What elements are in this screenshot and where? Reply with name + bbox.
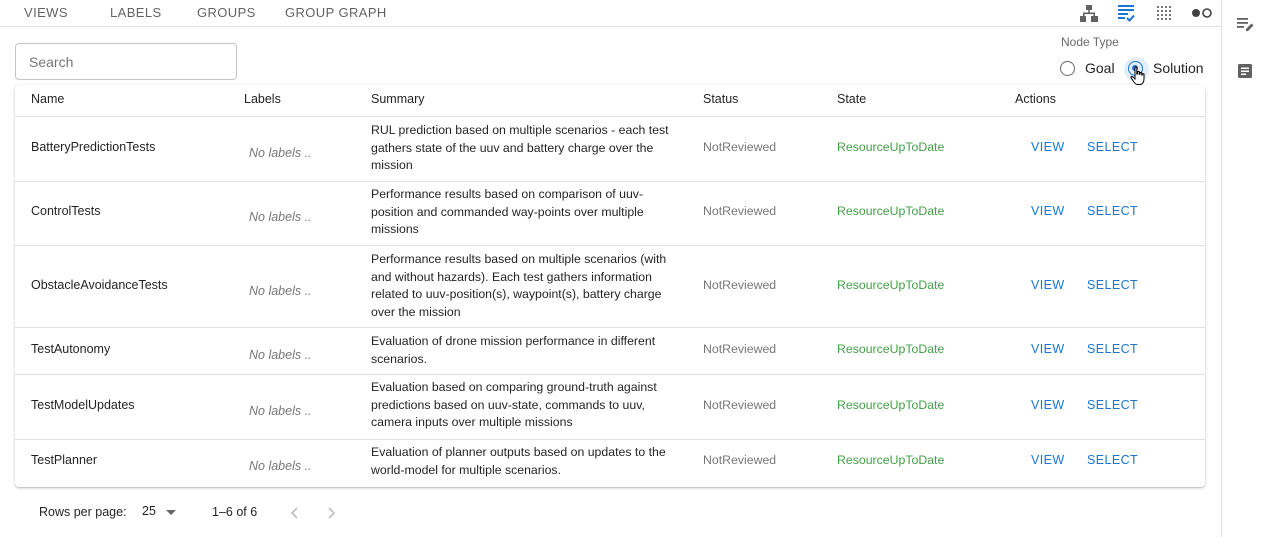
row-name: ObstacleAvoidanceTests [31, 278, 168, 292]
row-name: ControlTests [31, 204, 101, 218]
edit-list-icon[interactable] [1235, 14, 1255, 34]
top-tab-bar [0, 0, 1221, 27]
row-labels: No labels .. [249, 348, 312, 362]
row-summary: Evaluation of drone mission performance in different scenarios. [371, 334, 656, 366]
header-labels[interactable]: Labels [244, 92, 281, 106]
row-name: TestPlanner [31, 453, 98, 467]
row-status: NotReviewed [703, 278, 777, 292]
tab-views[interactable]: VIEWS [24, 5, 68, 20]
radio-goal[interactable] [1060, 60, 1115, 76]
select-button[interactable]: SELECT [1087, 278, 1139, 292]
grid-dots-icon[interactable] [1154, 4, 1174, 22]
select-button[interactable]: SELECT [1087, 453, 1139, 467]
view-button[interactable]: VIEW [1031, 342, 1065, 356]
radio-goal-label: Goal [1085, 60, 1115, 76]
radio-goal-circle[interactable] [1060, 61, 1075, 76]
select-button[interactable]: SELECT [1087, 204, 1139, 218]
table-row [15, 440, 1205, 487]
header-actions: Actions [1015, 92, 1056, 106]
header-state[interactable]: State [837, 92, 867, 106]
chevron-right-icon[interactable] [324, 505, 338, 521]
table-row [15, 117, 1205, 182]
view-button[interactable]: VIEW [1031, 204, 1065, 218]
table-row [15, 182, 1205, 246]
rows-per-page-value: 25 [142, 504, 156, 518]
list-check-icon[interactable] [1116, 4, 1136, 22]
select-button[interactable]: SELECT [1087, 140, 1139, 154]
row-state: ResourceUpToDate [837, 453, 945, 467]
results-table [15, 85, 1205, 487]
caret-down-icon [166, 510, 176, 515]
view-button[interactable]: VIEW [1031, 140, 1065, 154]
rows-per-page-select[interactable] [142, 504, 176, 518]
table-row [15, 375, 1205, 440]
select-button[interactable]: SELECT [1087, 398, 1139, 412]
tab-group-graph[interactable]: GROUP GRAPH [285, 5, 387, 20]
view-button[interactable]: VIEW [1031, 278, 1065, 292]
header-name[interactable]: Name [31, 92, 65, 106]
hand-cursor-icon [1130, 66, 1146, 86]
table-row [15, 246, 1205, 328]
view-button[interactable]: VIEW [1031, 453, 1065, 467]
row-name: BatteryPredictionTests [31, 140, 156, 154]
row-labels: No labels .. [249, 146, 312, 160]
row-labels: No labels .. [249, 459, 312, 473]
row-name: TestAutonomy [31, 342, 111, 356]
row-state: ResourceUpToDate [837, 140, 945, 154]
row-summary: Evaluation of planner outputs based on updates to the world-model for multiple scenarios. [371, 445, 666, 477]
row-labels: No labels .. [249, 210, 312, 224]
node-type-label: Node Type [1061, 35, 1119, 49]
tab-groups[interactable]: GROUPS [197, 5, 256, 20]
select-button[interactable]: SELECT [1087, 342, 1139, 356]
pagination-range: 1–6 of 6 [212, 505, 258, 519]
row-status: NotReviewed [703, 140, 777, 154]
row-state: ResourceUpToDate [837, 342, 945, 356]
row-status: NotReviewed [703, 398, 777, 412]
table-row [15, 328, 1205, 375]
document-icon[interactable] [1235, 61, 1255, 81]
row-state: ResourceUpToDate [837, 278, 945, 292]
row-status: NotReviewed [703, 204, 777, 218]
radio-solution-label: Solution [1153, 60, 1204, 76]
row-state: ResourceUpToDate [837, 398, 945, 412]
right-rail [1221, 0, 1268, 537]
toggle-icon[interactable] [1190, 4, 1214, 22]
header-summary[interactable]: Summary [371, 92, 425, 106]
row-labels: No labels .. [249, 404, 312, 418]
row-name: TestModelUpdates [31, 398, 135, 412]
header-status[interactable]: Status [703, 92, 739, 106]
tree-view-icon[interactable] [1079, 4, 1099, 22]
row-state: ResourceUpToDate [837, 204, 945, 218]
row-summary: RUL prediction based on multiple scenarios - each test gathers state of the uuv and battery charge over the mission [371, 123, 669, 172]
view-button[interactable]: VIEW [1031, 398, 1065, 412]
search-input[interactable] [15, 43, 237, 80]
row-summary: Performance results based on multiple scenarios (with and without hazards). Each test gathers information related to uuv-position(s), waypoint(s), battery charge over the mission [371, 252, 667, 319]
table-header [15, 85, 1205, 117]
chevron-left-icon[interactable] [288, 505, 302, 521]
tab-labels[interactable]: LABELS [110, 5, 162, 20]
row-summary: Performance results based on comparison of uuv-position and commanded way-points over multiple missions [371, 187, 644, 236]
row-status: NotReviewed [703, 342, 777, 356]
row-status: NotReviewed [703, 453, 777, 467]
row-summary: Evaluation based on comparing ground-truth against predictions based on uuv-state, commands to uuv, camera inputs over multiple missions [371, 380, 657, 429]
rows-per-page-label: Rows per page: [39, 505, 127, 519]
row-labels: No labels .. [249, 284, 312, 298]
